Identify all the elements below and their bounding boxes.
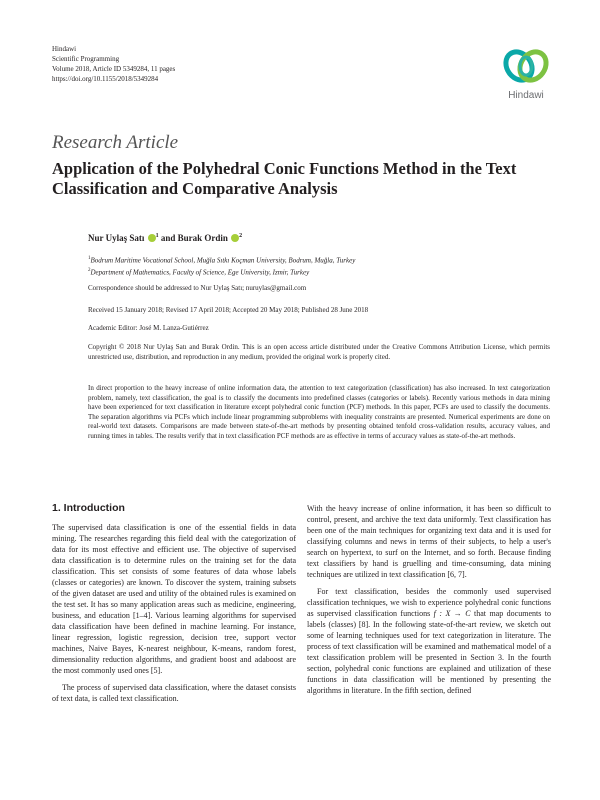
- author-name: Burak Ordin: [177, 233, 228, 243]
- affiliation: $^2$Department of Mathematics, Faculty of Science, Ege University, Izmir, Turkey: [88, 267, 310, 277]
- logo-text: Hindawi: [508, 90, 544, 101]
- abstract: In direct proportion to the heavy increase of online information data, the attention to text categorization (classification) has also increased. In text categorization problem, namely, text classification, the goal is to classify the documents into predefined classes (categories or labels). Recently various methods in data mining have been experienced for text classification in literature except polyhedral conic function (PCF) methods. In this paper, PCFs are used to classify the documents. The separation algorithms via PCFs which include linear programming subproblems with inequality constraints are presented. Numerical experiments are done on real-world text datasets. Comparisons are made between state-of-the-art methods by presenting obtained tenfold cross-validation results, accuracy values, and running times in tables. The results verify that in text classification PCF methods are as effective in terms of accuracy values as state-of-the-art methods.: [88, 384, 550, 440]
- author-list: [88, 233, 242, 243]
- paragraph: With the heavy increase of online information, it has been so difficult to control, present, and archive the text data uniformly. Text classification has been one of the main techniques for organizing text data and it is used for classifying columns and news in terms of their subjects, to help a user's search on hypertext, to surf on the Internet, and so forth. Because finding text classifiers by hand is gruelling and time-consuming, data mining techniques are utilized in text classification [6, 7].: [307, 504, 551, 579]
- publisher-name: Hindawi: [52, 45, 77, 53]
- body-column-left: [52, 503, 296, 704]
- author-name: Nur Uylaş Satı: [88, 233, 145, 243]
- hindawi-logo: [494, 44, 558, 104]
- journal-header: [52, 44, 175, 84]
- correspondence: Correspondence should be addressed to Nur Uylaş Satı; nuruylas@gmail.com: [88, 284, 307, 292]
- author-affil-sup: 2: [239, 233, 243, 239]
- publication-dates: Received 15 January 2018; Revised 17 April 2018; Accepted 20 May 2018; Published 28 June 2018: [88, 306, 369, 314]
- section-heading: 1. Introduction: [52, 502, 125, 514]
- paragraph: The supervised data classification is one of the essential fields in data mining. The researches regarding this field deal with the categorization of data for its most effective and efficient use. The objective of supervised data classification is to determine rules on the training set for the data classification. This set consists of some features of data whose labels (classes or categories) are known. To discover the system, training subsets of the given dataset are used and utility of the obtained rules is examined on the test set. It has so many application areas such as medicine, engineering, business, and education [1–4]. Various learning algorithms for supervised data classification have been defined in machine learning. For instance, linear regression, logistic regression, decision tree, support vector machines, Naive Bayes, K-nearest neighbour, K-means, random forest, dimensionality reduction algorithms, and gradient boost and adaboost are the most commonly used ones [5].: [52, 523, 296, 675]
- author-affil-sup: 1: [155, 233, 159, 239]
- orcid-icon[interactable]: [148, 234, 156, 242]
- orcid-icon[interactable]: [231, 234, 239, 242]
- math-expression: f : X → C: [433, 609, 471, 618]
- doi-link[interactable]: https://doi.org/10.1155/2018/5349284: [52, 75, 159, 83]
- volume-info: Volume 2018, Article ID 5349284, 11 pages: [52, 65, 176, 73]
- article-type: Research Article: [52, 132, 179, 153]
- paragraph: The process of supervised data classification, where the dataset consists of text data, is called text classification.: [52, 683, 296, 703]
- academic-editor: Academic Editor: José M. Lanza-Gutiérrez: [88, 324, 209, 332]
- journal-name: Scientific Programming: [52, 55, 120, 63]
- paragraph: For text classification, besides the commonly used supervised classification techniques, we wish to experience polyhedral conic functions as supervised classification functions f : X → C that map documents to labels (classes) [8]. In the following state-of-the-art review, we sketch out some of learning techniques used for text categorization in literature. The process of text classification will be examined and mathematical model of a text classification problem will be presented in Section 3. In the fourth section, polyhedral conic functions are explained and utilization of these functions in data classification will be mentioned by presenting the algorithms in literature. In the fifth section, defined: [307, 587, 552, 695]
- paper-title: Application of the Polyhedral Conic Functions Method in the Text Classification and Comparative Analysis: [52, 159, 517, 198]
- hindawi-logo-icon: [502, 44, 550, 88]
- affiliations: [88, 254, 550, 278]
- authors-joiner: and: [160, 233, 176, 243]
- affiliation: $^1$Bodrum Maritime Vocational School, Muğla Sıtkı Koçman University, Bodrum, Muğla, Turkey: [88, 256, 356, 265]
- copyright-notice: Copyright © 2018 Nur Uylaş Satı and Burak Ordin. This is an open access article distributed under the Creative Commons Attribution License, which permits unrestricted use, distribution, and reproduction in any medium, provided the original work is properly cited.: [88, 343, 550, 361]
- body-column-right: [307, 503, 551, 696]
